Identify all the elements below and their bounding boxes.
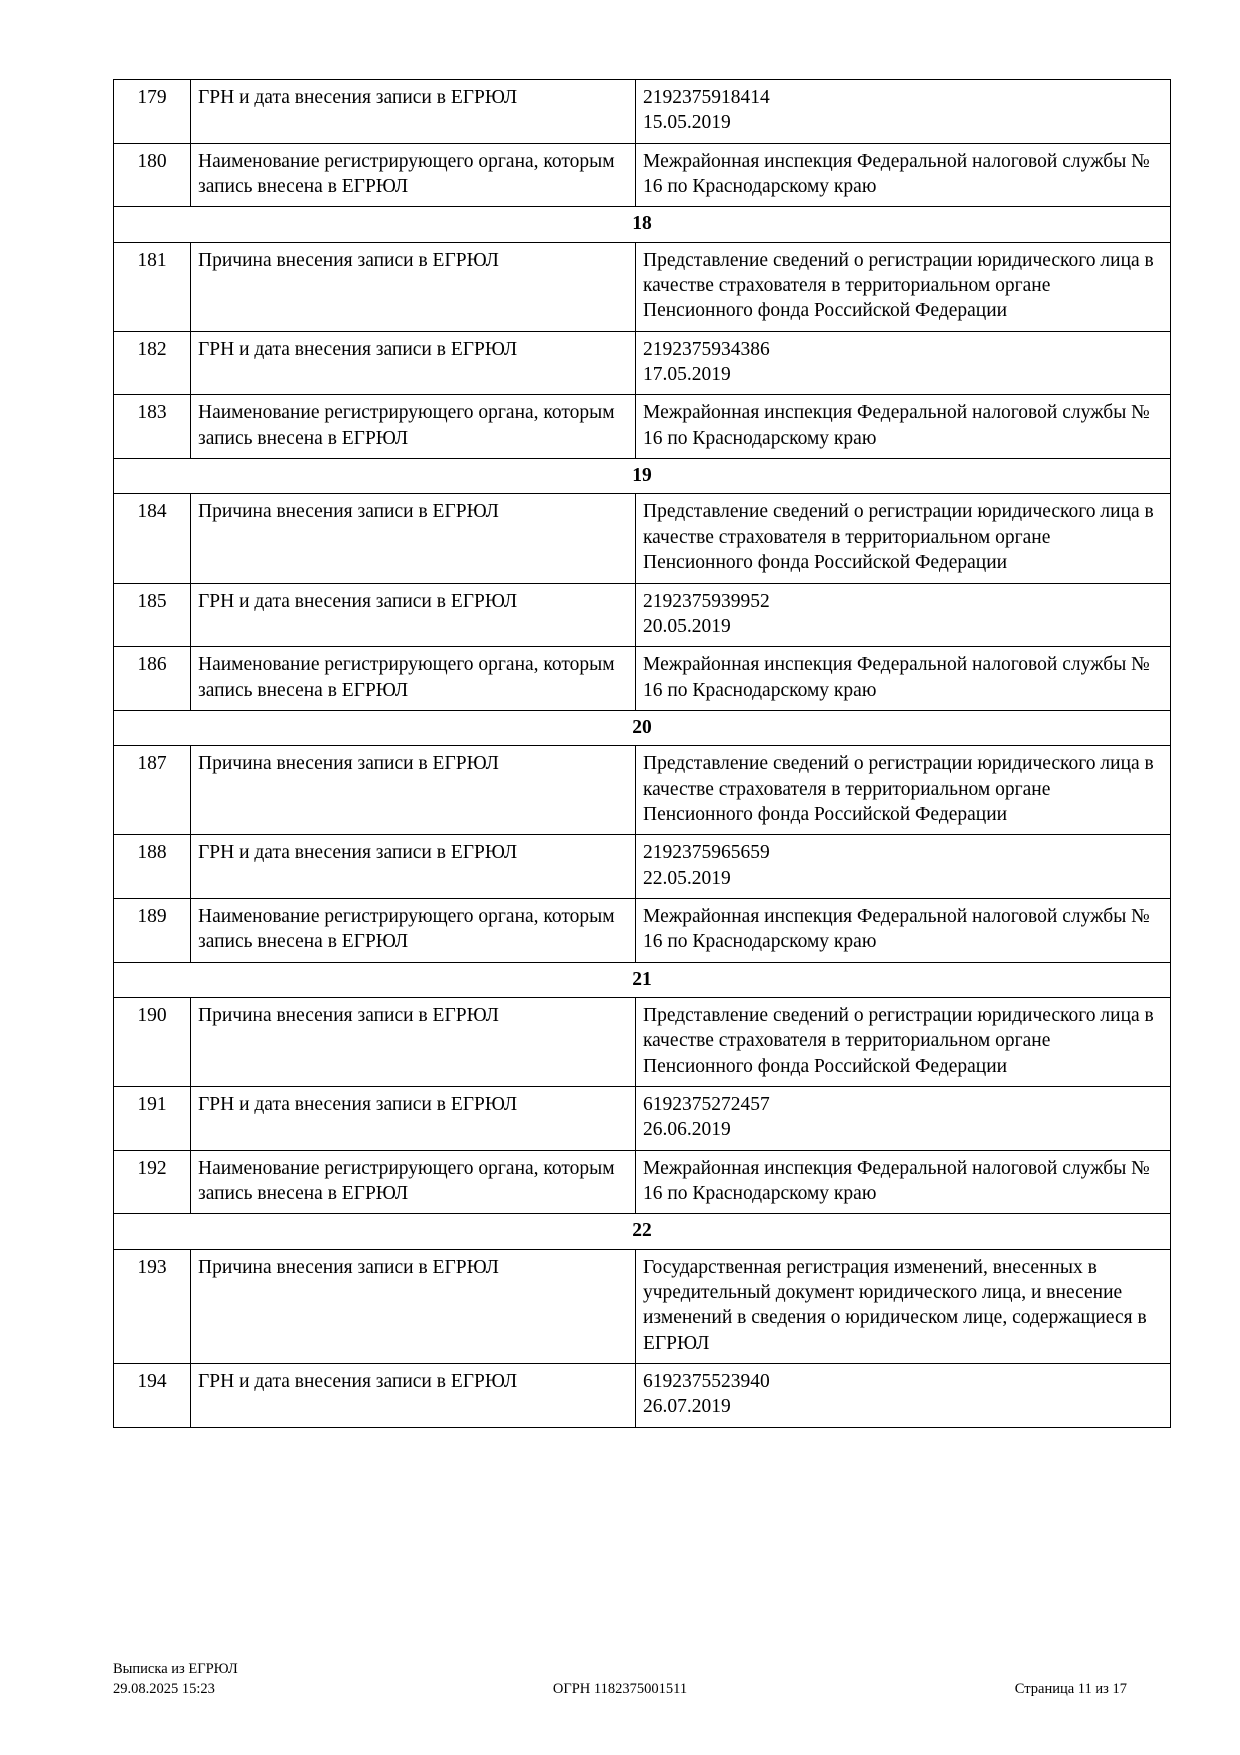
row-value xyxy=(636,494,1171,583)
table-row xyxy=(114,395,1171,459)
table-row xyxy=(114,898,1171,962)
section-title: 19 xyxy=(114,459,1171,494)
footer-document-title: Выписка из ЕГРЮЛ xyxy=(113,1661,238,1677)
row-label: ГРН и дата внесения записи в ЕГРЮЛ xyxy=(191,331,636,395)
row-value xyxy=(636,647,1171,711)
row-number: 189 xyxy=(114,898,191,962)
row-value xyxy=(636,746,1171,835)
row-value-line: 2192375965659 xyxy=(643,842,770,864)
row-label: Причина внесения записи в ЕГРЮЛ xyxy=(191,1249,636,1363)
row-value-line: Межрайонная инспекция Федеральной налоговой службы № 16 по Краснодарскому краю xyxy=(643,654,1150,701)
table-row xyxy=(114,242,1171,331)
row-value-line: Представление сведений о регистрации юридического лица в качестве страхователя в территориальном органе Пенсионного фонда Российской Федерации xyxy=(643,1004,1154,1077)
row-number: 192 xyxy=(114,1150,191,1214)
row-value-line: Межрайонная инспекция Федеральной налоговой службы № 16 по Краснодарскому краю xyxy=(643,150,1150,198)
row-label: Причина внесения записи в ЕГРЮЛ xyxy=(191,746,636,835)
row-number: 190 xyxy=(114,997,191,1086)
section-title: 18 xyxy=(114,207,1171,242)
row-value-line: 17.05.2019 xyxy=(643,364,731,386)
row-number: 179 xyxy=(114,80,191,144)
row-value-line: 6192375272457 xyxy=(643,1094,770,1115)
footer-page-number: Страница 11 из 17 xyxy=(1014,1681,1127,1697)
row-value-line: Представление сведений о регистрации юридического лица в качестве страхователя в территориальном органе Пенсионного фонда Российской Федерации xyxy=(643,249,1154,322)
row-number: 194 xyxy=(114,1364,191,1428)
row-number: 185 xyxy=(114,583,191,647)
row-label: ГРН и дата внесения записи в ЕГРЮЛ xyxy=(191,1087,636,1151)
row-value xyxy=(636,143,1171,207)
row-label: Наименование регистрирующего органа, которым запись внесена в ЕГРЮЛ xyxy=(191,1150,636,1214)
table-section-row xyxy=(114,962,1171,997)
table-row xyxy=(114,997,1171,1086)
row-value xyxy=(636,898,1171,962)
row-value xyxy=(636,1150,1171,1214)
table-row xyxy=(114,143,1171,207)
row-number: 180 xyxy=(114,143,191,207)
row-number: 187 xyxy=(114,746,191,835)
table-row xyxy=(114,1150,1171,1214)
table-row xyxy=(114,1087,1171,1151)
row-value xyxy=(636,80,1171,144)
row-label: Причина внесения записи в ЕГРЮЛ xyxy=(191,242,636,331)
row-value xyxy=(636,395,1171,459)
table-section-row xyxy=(114,1214,1171,1249)
footer-datetime: 29.08.2025 15:23 xyxy=(113,1680,215,1697)
row-number: 188 xyxy=(114,835,191,899)
row-label: ГРН и дата внесения записи в ЕГРЮЛ xyxy=(191,80,636,144)
row-value-line: 26.07.2019 xyxy=(643,1396,731,1418)
section-title: 20 xyxy=(114,710,1171,745)
row-value-line: 2192375918414 xyxy=(643,87,770,108)
row-number: 191 xyxy=(114,1087,191,1151)
row-value xyxy=(636,997,1171,1086)
row-label: ГРН и дата внесения записи в ЕГРЮЛ xyxy=(191,583,636,647)
table-row xyxy=(114,331,1171,395)
row-label: ГРН и дата внесения записи в ЕГРЮЛ xyxy=(191,835,636,899)
row-value-line: Представление сведений о регистрации юридического лица в качестве страхователя в территориальном органе Пенсионного фонда Российской Федерации xyxy=(643,753,1154,825)
row-label: ГРН и дата внесения записи в ЕГРЮЛ xyxy=(191,1364,636,1428)
table-section-row xyxy=(114,710,1171,745)
table-section-row xyxy=(114,207,1171,242)
table-row xyxy=(114,1249,1171,1363)
table-row xyxy=(114,583,1171,647)
table-row xyxy=(114,746,1171,835)
row-value-line: 22.05.2019 xyxy=(643,867,731,889)
row-value xyxy=(636,242,1171,331)
row-value-line: Государственная регистрация изменений, внесенных в учредительный документ юридического лица, и внесение изменений в сведения о юридическом лице, содержащиеся в ЕГРЮЛ xyxy=(643,1256,1147,1354)
row-label: Причина внесения записи в ЕГРЮЛ xyxy=(191,494,636,583)
table-row xyxy=(114,647,1171,711)
row-value xyxy=(636,331,1171,395)
table-row xyxy=(114,80,1171,144)
row-label: Наименование регистрирующего органа, которым запись внесена в ЕГРЮЛ xyxy=(191,898,636,962)
row-value-line: 2192375934386 xyxy=(643,338,770,360)
row-label: Причина внесения записи в ЕГРЮЛ xyxy=(191,997,636,1086)
section-title: 21 xyxy=(114,962,1171,997)
row-value-line: Межрайонная инспекция Федеральной налоговой службы № 16 по Краснодарскому краю xyxy=(643,402,1150,449)
row-value-line: Представление сведений о регистрации юридического лица в качестве страхователя в территориальном органе Пенсионного фонда Российской Федерации xyxy=(643,501,1154,574)
table-section-row xyxy=(114,459,1171,494)
row-value-line: 20.05.2019 xyxy=(643,615,731,637)
row-number: 193 xyxy=(114,1249,191,1363)
row-label: Наименование регистрирующего органа, которым запись внесена в ЕГРЮЛ xyxy=(191,143,636,207)
row-value xyxy=(636,1364,1171,1428)
row-number: 182 xyxy=(114,331,191,395)
table-row xyxy=(114,835,1171,899)
egrul-records-table xyxy=(113,79,1171,1428)
row-value xyxy=(636,1249,1171,1363)
table-body xyxy=(114,80,1171,1428)
row-value xyxy=(636,835,1171,899)
row-number: 186 xyxy=(114,647,191,711)
footer-ogrn: ОГРН 1182375001511 xyxy=(552,1681,688,1697)
row-value-line: Межрайонная инспекция Федеральной налоговой службы № 16 по Краснодарскому краю xyxy=(643,905,1150,953)
row-value-line: Межрайонная инспекция Федеральной налоговой службы № 16 по Краснодарскому краю xyxy=(643,1157,1150,1205)
row-number: 183 xyxy=(114,395,191,459)
table-row xyxy=(114,494,1171,583)
row-value xyxy=(636,583,1171,647)
row-label: Наименование регистрирующего органа, которым запись внесена в ЕГРЮЛ xyxy=(191,647,636,711)
row-label: Наименование регистрирующего органа, которым запись внесена в ЕГРЮЛ xyxy=(191,395,636,459)
row-value-line: 15.05.2019 xyxy=(643,112,731,134)
row-value-line: 6192375523940 xyxy=(643,1371,770,1393)
row-value xyxy=(636,1087,1171,1151)
row-number: 181 xyxy=(114,242,191,331)
row-number: 184 xyxy=(114,494,191,583)
row-value-line: 26.06.2019 xyxy=(643,1119,731,1141)
table-row xyxy=(114,1364,1171,1428)
section-title: 22 xyxy=(114,1214,1171,1249)
row-value-line: 2192375939952 xyxy=(643,590,770,612)
